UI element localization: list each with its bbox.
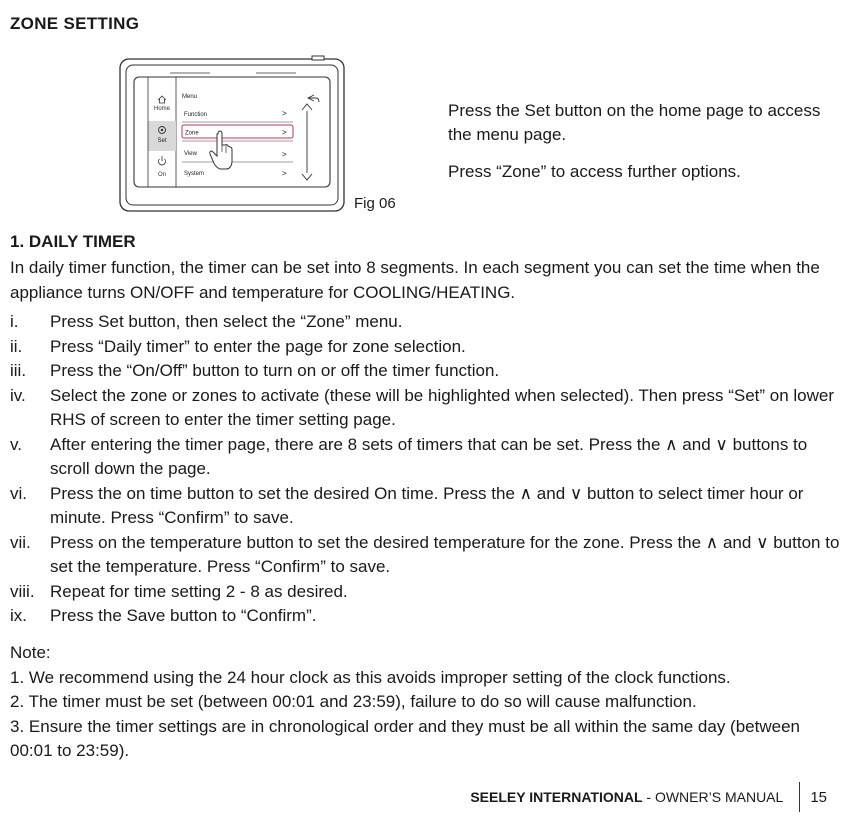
step-text: Select the zone or zones to activate (these will be highlighted when selected). Then press “Set” on lower RHS of screen to enter the timer setting page.	[50, 385, 835, 429]
footer-divider	[799, 782, 800, 812]
menu-item-label: Zone	[185, 130, 199, 137]
step-number: i.	[10, 312, 19, 331]
footer-title: - OWNER’S MANUAL	[642, 789, 784, 805]
menu-item-label: Function	[184, 112, 208, 118]
note-item: 2. The timer must be set (between 00:01 and 23:59), failure to do so will cause malfunction.	[10, 692, 697, 711]
step-text: Press Set button, then select the “Zone” menu.	[50, 312, 403, 331]
step-text: Press on the temperature button to set the desired temperature for the zone. Press the ∧ and ∨ button to set the temperature. Press “Confirm” to save.	[50, 532, 840, 576]
on-label: On	[157, 172, 167, 178]
list-item	[10, 359, 840, 384]
instruction-text: Press “Zone” to access further options.	[448, 162, 741, 181]
notes-section	[10, 641, 835, 764]
steps-list	[10, 310, 840, 629]
chevron-right-icon: >	[282, 150, 287, 159]
step-text: After entering the timer page, there are 8 sets of timers that can be set. Press the ∧ and ∨ buttons to scroll down the page.	[50, 434, 808, 478]
note-item: 3. Ensure the timer settings are in chronological order and they must be all within the same day (between 00:01 to 23:59).	[10, 716, 800, 760]
instruction-text: Press the Set button on the home page to access the menu page.	[448, 101, 821, 144]
list-item	[10, 604, 840, 629]
page-number: 15	[810, 788, 827, 806]
list-item	[10, 335, 840, 360]
figure-description	[448, 99, 828, 197]
home-label: Home	[153, 106, 171, 112]
chevron-right-icon: >	[282, 128, 287, 137]
menu-item-label: View	[184, 151, 197, 157]
notes-label: Note:	[10, 643, 51, 662]
section-title: 1. DAILY TIMER	[10, 232, 136, 251]
list-item	[10, 580, 840, 605]
list-item	[10, 433, 840, 482]
step-number: ii.	[10, 336, 23, 356]
step-number: v.	[10, 434, 22, 454]
step-number: ix.	[10, 606, 27, 625]
chevron-right-icon: >	[282, 109, 287, 118]
step-number: viii.	[10, 581, 35, 601]
chevron-right-icon: >	[282, 169, 287, 178]
menu-item-label: System	[184, 171, 205, 177]
step-number: iv.	[10, 385, 26, 405]
set-label: Set	[157, 138, 167, 144]
section-intro: In daily timer function, the timer can be set into 8 segments. In each segment you can set the time when the appliance turns ON/OFF and temperature for COOLING/HEATING.	[10, 258, 820, 302]
step-text: Press the Save button to “Confirm”.	[50, 606, 317, 625]
list-item	[10, 384, 840, 433]
page-heading: ZONE SETTING	[10, 14, 140, 33]
list-item	[10, 482, 840, 531]
page-footer	[470, 782, 827, 812]
menu-title: Menu	[182, 94, 198, 100]
step-text: Press the on time button to set the desired On time. Press the ∧ and ∨ button to select timer hour or minute. Press “Confirm” to save.	[50, 483, 804, 527]
step-text: Press “Daily timer” to enter the page for zone selection.	[50, 336, 466, 356]
footer-brand: SEELEY INTERNATIONAL	[470, 789, 643, 805]
note-item: 1. We recommend using the 24 hour clock as this avoids improper setting of the clock functions.	[10, 667, 731, 687]
step-text: Press the “On/Off” button to turn on or off the timer function.	[50, 361, 500, 380]
menu-item-zone[interactable]	[182, 125, 293, 138]
step-number: vii.	[10, 532, 31, 552]
list-item	[10, 531, 840, 580]
controller-illustration	[118, 55, 348, 213]
step-number: vi.	[10, 483, 27, 503]
list-item	[10, 310, 840, 335]
step-number: iii.	[10, 361, 27, 380]
step-text: Repeat for time setting 2 - 8 as desired.	[50, 581, 348, 601]
figure-caption: Fig 06	[354, 195, 396, 212]
set-tab-highlight	[148, 121, 176, 151]
